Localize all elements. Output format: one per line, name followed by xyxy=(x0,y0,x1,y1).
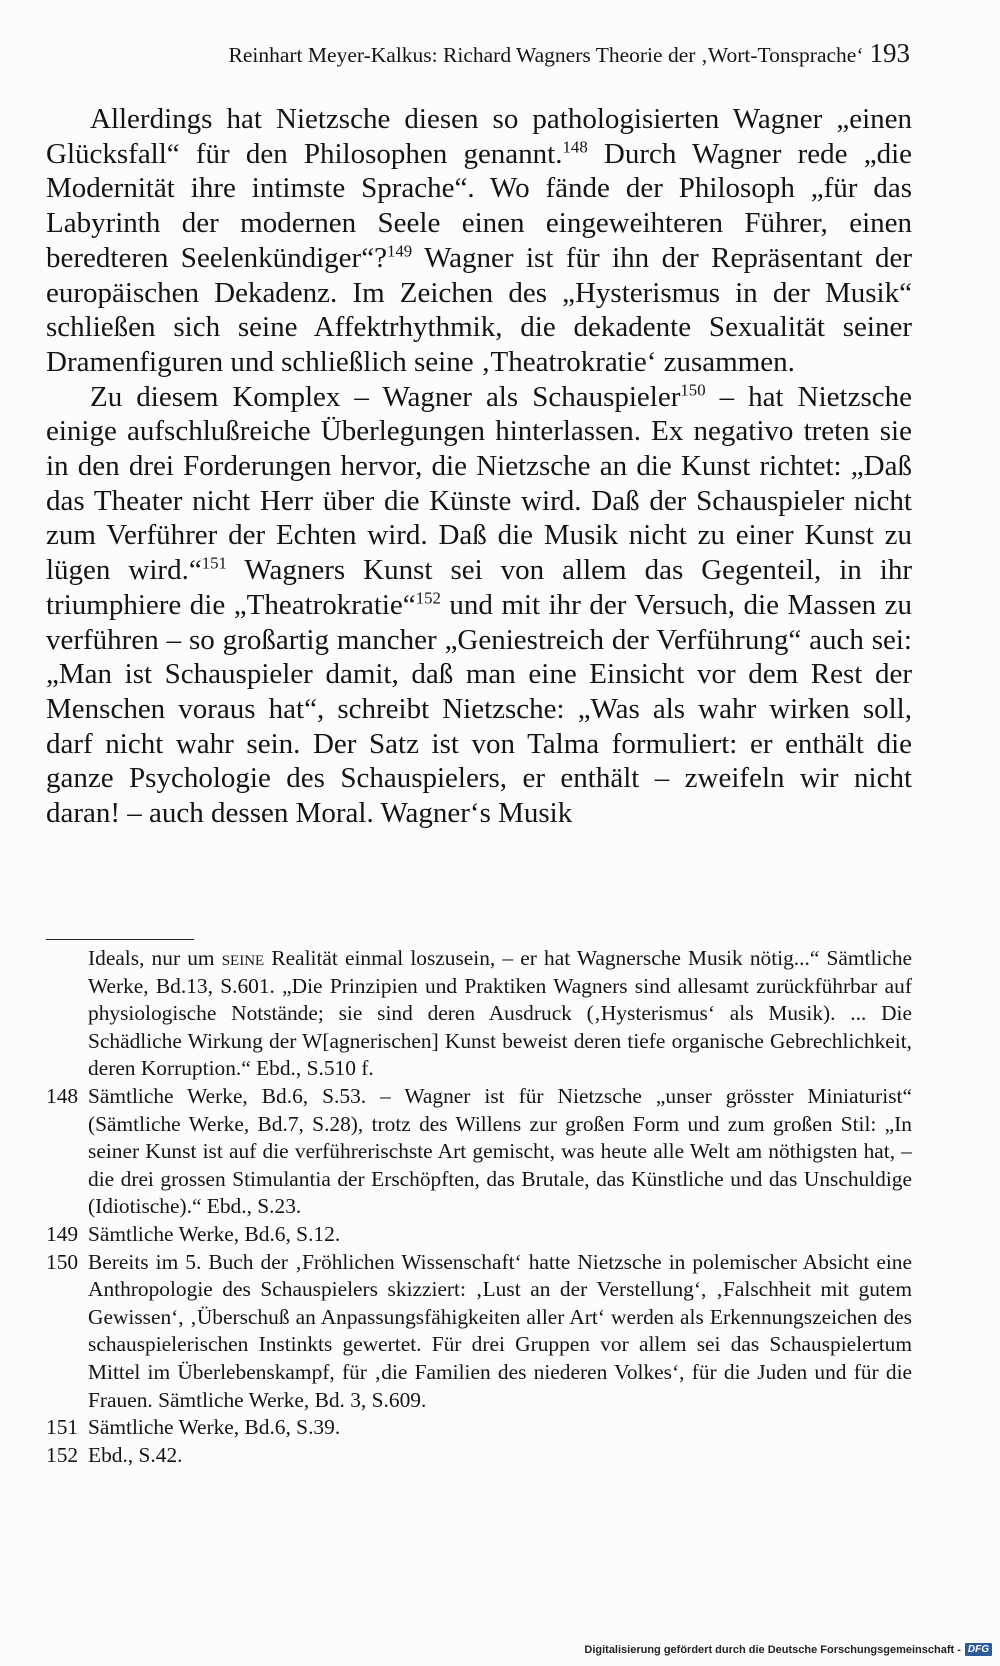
text-run: Zu diesem Komplex – Wagner als Schauspieler xyxy=(90,380,681,413)
footnote-text: Sämtliche Werke, Bd.6, S.12. xyxy=(88,1221,341,1246)
text-run: Allerdings hat Nietzsche diesen so pathologisierten Wagner „einen Glücksfall“ für den Philosophen genannt. xyxy=(46,103,912,170)
credit-text: Digitalisierung gefördert durch die Deutsche Forschungsgemeinschaft - xyxy=(584,1643,961,1656)
footnotes xyxy=(46,945,912,1469)
footnote-150 xyxy=(46,1249,912,1415)
footnote-text: Sämtliche Werke, Bd.6, S.39. xyxy=(88,1415,341,1440)
running-title: Reinhart Meyer-Kalkus: Richard Wagners Theorie der ‚Wort-Tonsprache‘ xyxy=(228,43,864,67)
footnote-ref-148[interactable]: 148 xyxy=(562,137,588,157)
text-run: und mit ihr der Versuch, die Massen zu verführen – so großartig mancher „Geniestreich der Verführung“ auch sei: „Man ist Schauspieler damit, daß man eine Einsicht vor dem Rest der Menschen voraus hat“, schreibt Nietzsche: „Was als wahr wirken soll, darf nicht wahr sein. Der Satz ist von Talma formuliert: er enthält die ganze Psychologie des Schauspielers, er enthält – zweifeln wir nicht daran! – auch dessen Moral. Wagner‘s Musik xyxy=(46,588,912,830)
footnote-text xyxy=(88,945,912,1083)
footnote-number: 151 xyxy=(46,1415,79,1440)
footnote-number: 149 xyxy=(46,1221,79,1246)
footnote-continued xyxy=(46,945,912,1083)
text-run: Ideals, nur um xyxy=(88,946,222,970)
text-run: Durch Wagner rede „die Modernität ihre intimste Sprache“. Wo fände der Philosoph „für das Labyrinth der modernen Seele einen eingeweihteren Führer, einen beredteren Seelenkündiger“? xyxy=(46,137,912,274)
running-header xyxy=(100,38,910,70)
text-run: Wagner ist für ihn der Repräsentant der europäischen Dekadenz. Im Zeichen des „Hysterismus in der Musik“ schließen sich seine Affektrhythmik, die dekadente Sexualität seiner Dramenfiguren und schließlich seine ‚Theatrokratie‘ zusammen. xyxy=(46,241,912,378)
paragraph-2 xyxy=(46,380,912,831)
footnote-ref-152[interactable]: 152 xyxy=(415,588,441,608)
footnote-152 xyxy=(46,1442,912,1470)
text-run: – hat Nietzsche einige aufschlußreiche Überlegungen hinterlassen. Ex negativo treten sie in den drei Forderungen hervor, die Nietzsche an die Kunst richtet: „Daß das Theater nicht Herr über die Künste wird. Daß der Schauspieler nicht zum Verführer der Echten wird. Daß die Musik nicht zu einer Kunst zu lügen wird.“ xyxy=(46,380,912,587)
digitization-credit xyxy=(584,1643,992,1656)
text-run: Realität einmal loszusein, – er hat Wagnersche Musik nötig...“ Sämtliche Werke, Bd.13, S.601. „Die Prinzipien und Praktiken Wagners sind allesamt zurückführbar auf physiologische Notstände; sie sind deren Ausdruck (‚Hysterismus‘ als Musik). ... Die Schädliche Wirkung der W[agnerischen] Kunst beweist deren tiefe organische Gebrechlichkeit, deren Korruption.“ Ebd., S.510 f. xyxy=(88,946,913,1081)
text-run: Wagners Kunst sei von allem das Gegenteil, in ihr triumphiere die „Theatrokratie“ xyxy=(46,554,912,621)
footnote-ref-151[interactable]: 151 xyxy=(201,553,227,573)
footnote-148 xyxy=(46,1083,912,1221)
footnote-151 xyxy=(46,1414,912,1442)
footnote-divider xyxy=(46,939,194,940)
footnote-number: 150 xyxy=(46,1249,79,1274)
footnote-text: Sämtliche Werke, Bd.6, S.53. – Wagner ist für Nietzsche „unser grösster Miniaturist“ (Sämtliche Werke, Bd.7, S.28), trotz des Willens zur großen Form und zum großen Stil: „In seiner Kunst ist auf die verführerischste Art gemischt, was heute alle Welt am nöthigsten hat, – die drei grossen Stimulantia der Erschöpften, das Brutale, das Künstliche und das Unschuldige (Idiotische).“ Ebd., S.23. xyxy=(88,1083,912,1219)
footnote-149 xyxy=(46,1221,912,1249)
footnote-ref-150[interactable]: 150 xyxy=(680,380,706,400)
footnote-text: Ebd., S.42. xyxy=(88,1442,183,1467)
paragraph-1 xyxy=(46,102,912,380)
page-number: 193 xyxy=(869,38,910,68)
dfg-logo-icon: DFG xyxy=(965,1643,992,1656)
footnote-number: 148 xyxy=(46,1083,79,1108)
footnote-number: 152 xyxy=(46,1442,79,1467)
main-text xyxy=(46,102,912,831)
text-run-smallcaps: seine xyxy=(221,946,265,970)
footnote-ref-149[interactable]: 149 xyxy=(386,241,413,261)
footnote-text: Bereits im 5. Buch der ‚Fröhlichen Wissenschaft‘ hatte Nietzsche in polemischer Absicht eine Anthropologie des Schauspielers skizziert: ‚Lust an der Verstellung‘, ‚Falschheit mit gutem Gewissen‘, ‚Überschuß an Anpassungsfähigkeiten aller Art‘ werden als Erkennungszeichen des schauspielerischen Instinkts gewertet. Für drei Gruppen vor allem sei das Schauspielertum Mittel im Überlebenskampf, für ‚die Familien des niederen Volkes‘, für die Juden und für die Frauen. Sämtliche Werke, Bd. 3, S.609. xyxy=(88,1249,912,1412)
footnote-number-blank xyxy=(46,945,88,1083)
